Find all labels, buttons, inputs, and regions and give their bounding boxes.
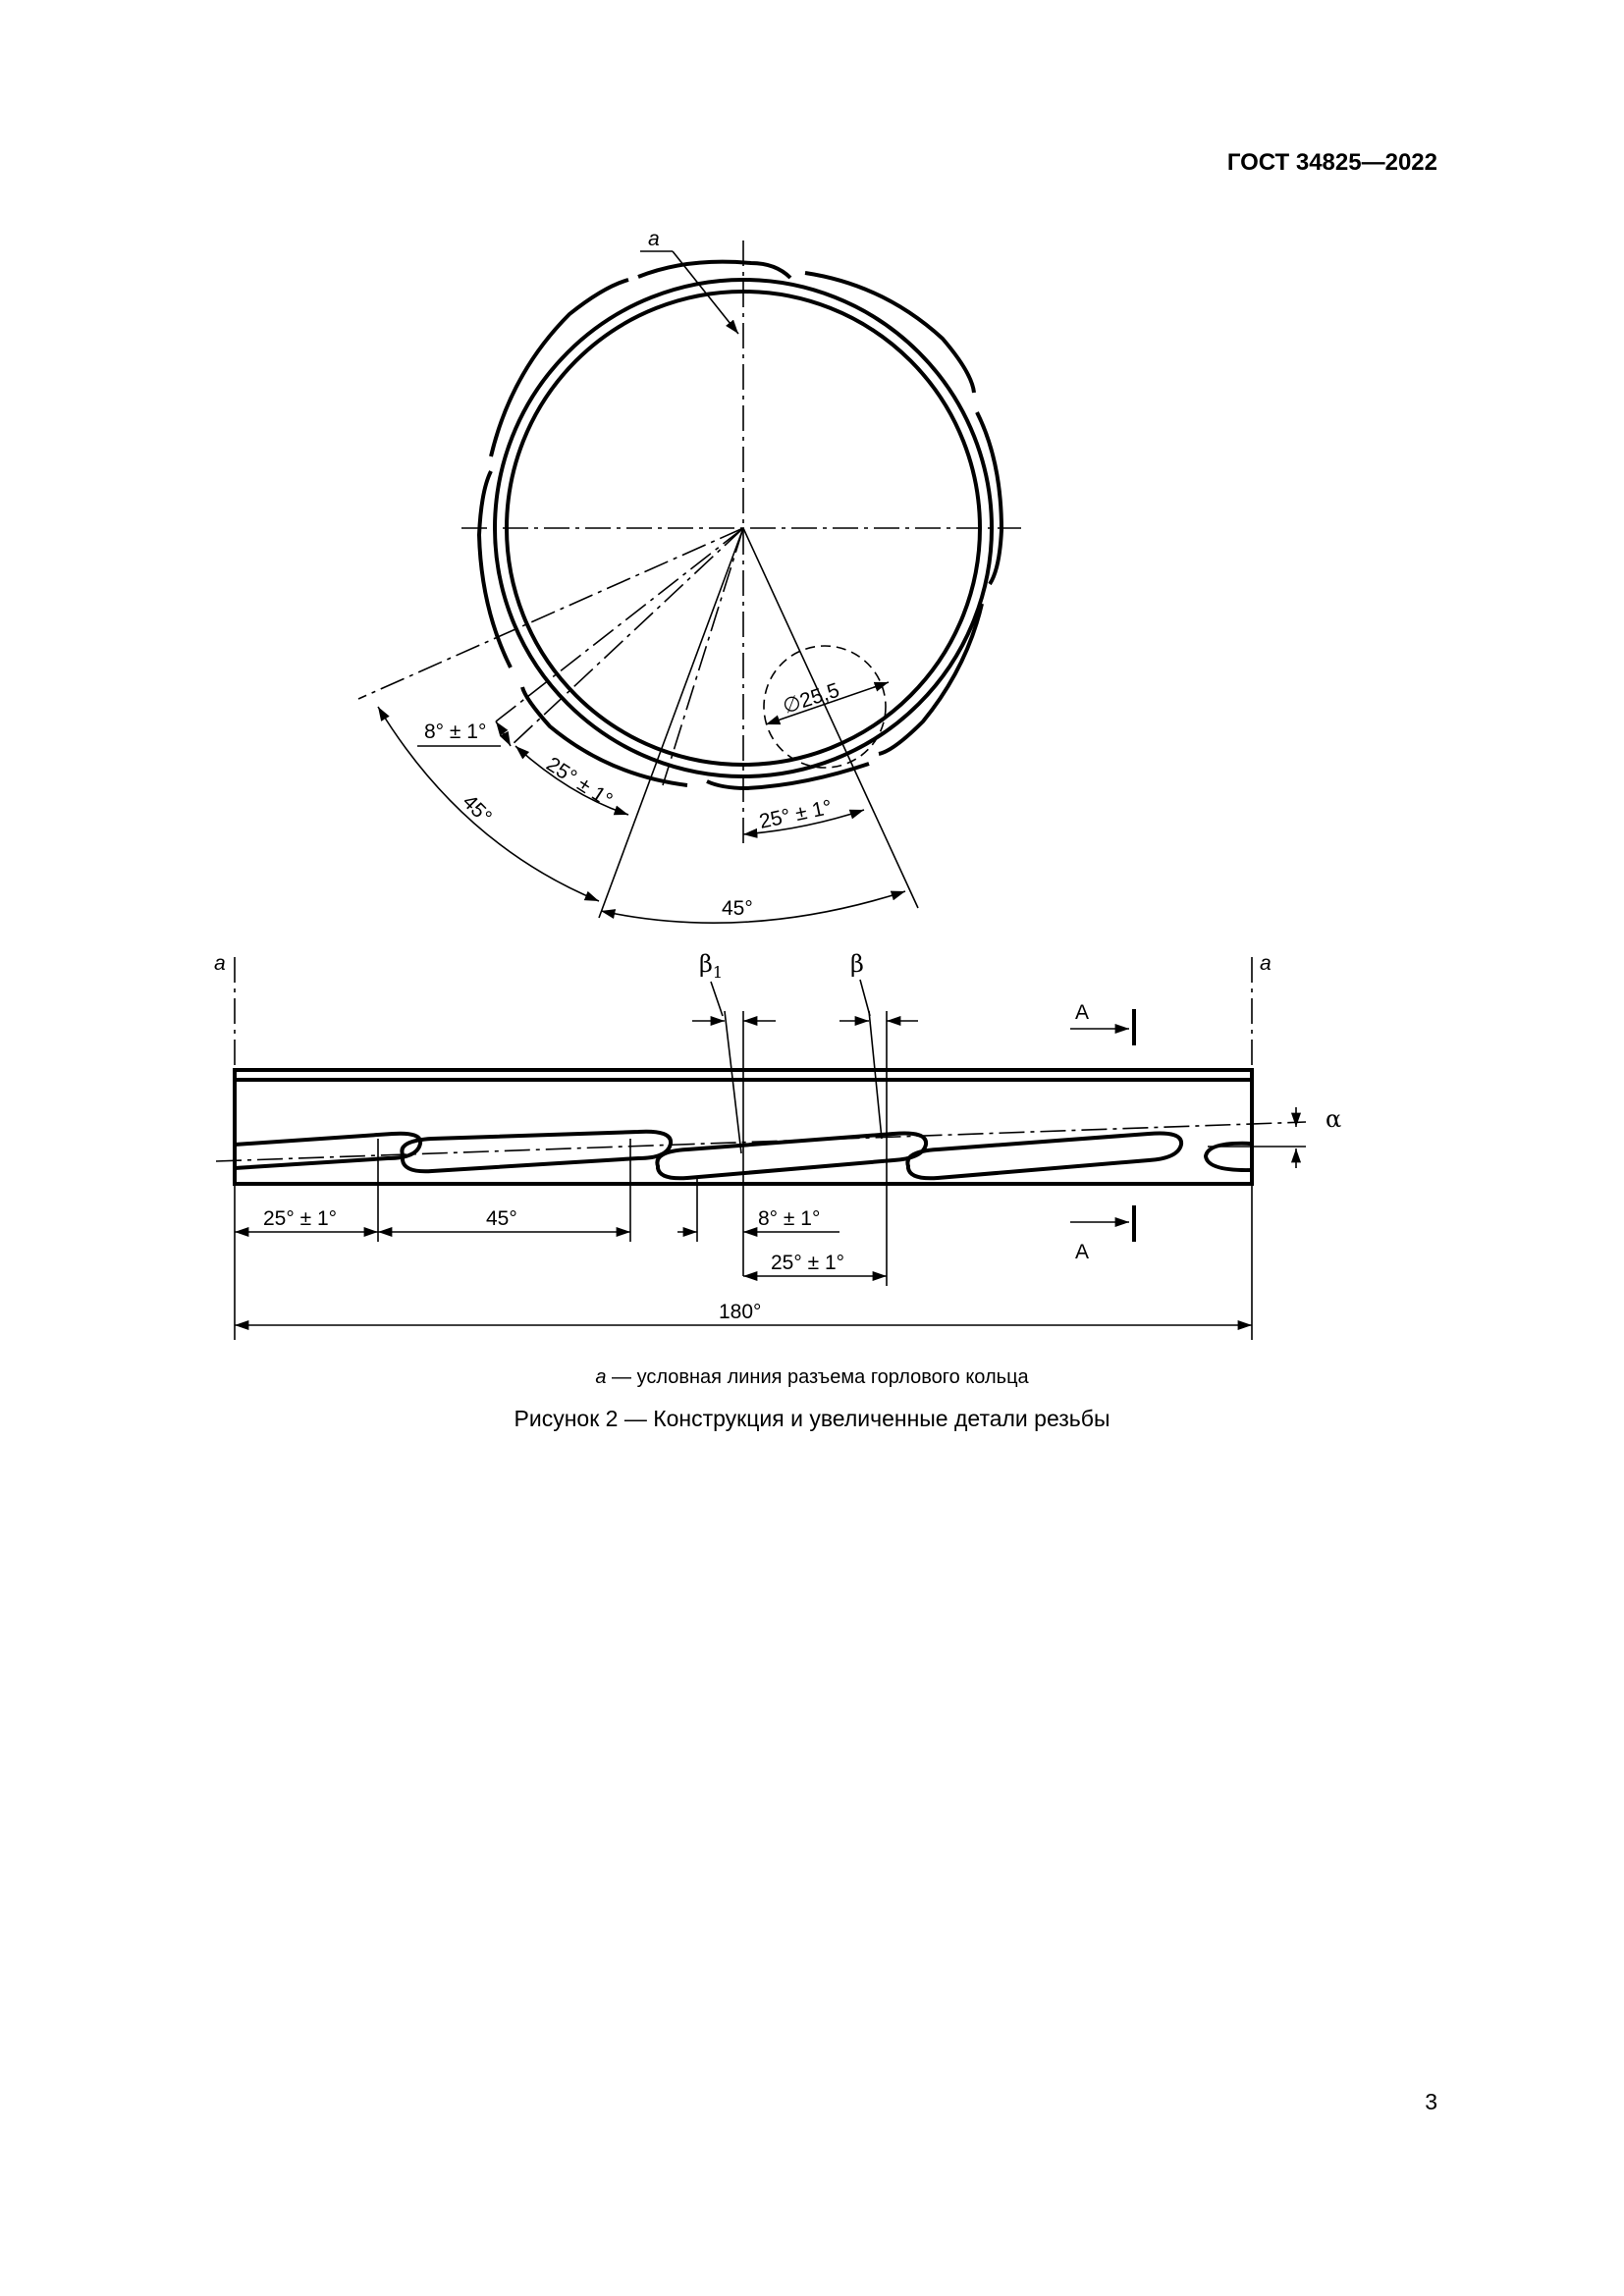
dim-label-180: 180° (719, 1301, 762, 1323)
section-label-bottom: A (1075, 1241, 1090, 1263)
label-25deg-bottom: 25° ± 1° (757, 795, 835, 833)
alpha-label: α (1326, 1105, 1342, 1133)
radial-line (599, 528, 743, 918)
label-25deg-left: 25° ± 1° (542, 752, 617, 813)
parting-label-right: a (1260, 952, 1272, 975)
dim-label-25: 25° ± 1° (263, 1207, 338, 1230)
top-view (358, 228, 1021, 923)
callout-a-label: a (648, 228, 660, 250)
beta-reference (869, 1011, 882, 1139)
beta-label: β (850, 950, 864, 978)
beta-leader (860, 980, 870, 1016)
dim-label-25b: 25° ± 1° (771, 1252, 845, 1274)
label-8deg: 8° ± 1° (424, 721, 487, 743)
thread-lobe (491, 280, 628, 456)
beta1-reference (725, 1011, 741, 1153)
beta1-leader (711, 982, 723, 1016)
thread-segment (235, 1134, 420, 1168)
side-view (214, 950, 1341, 1340)
label-45deg-bottom: 45° (722, 897, 753, 920)
radial-line (358, 528, 743, 699)
thread-lobe (638, 262, 790, 278)
thread-segment (1206, 1144, 1252, 1170)
arc-8deg (496, 721, 511, 746)
thread-segment (657, 1133, 926, 1178)
page-number: 3 (1425, 2089, 1437, 2114)
arc-45deg-bottom (601, 891, 905, 923)
thread-lobe (805, 273, 974, 393)
figure-caption: Рисунок 2 — Конструкция и увеличенные детали резьбы (514, 1406, 1110, 1431)
label-45deg-left: 45° (458, 790, 497, 828)
section-label-top: A (1075, 1001, 1090, 1024)
dim-label-8: 8° ± 1° (758, 1207, 821, 1230)
figure-note (0, 1366, 1624, 1389)
note-text: — условная линия разъема горлового кольца (606, 1366, 1029, 1388)
diameter-label: ∅25,5 (780, 678, 842, 719)
parting-label-left: a (214, 952, 226, 975)
beta1-label: $\beta_1$ (699, 950, 724, 982)
thread-lobe (879, 604, 982, 754)
radial-line (743, 528, 918, 908)
document-header: ГОСТ 34825—2022 (1226, 149, 1437, 176)
thread-segment (907, 1133, 1181, 1178)
radial-line (496, 528, 743, 721)
note-symbol: a (595, 1366, 607, 1388)
thread-axis (216, 1122, 1306, 1161)
dim-label-45: 45° (486, 1207, 517, 1230)
